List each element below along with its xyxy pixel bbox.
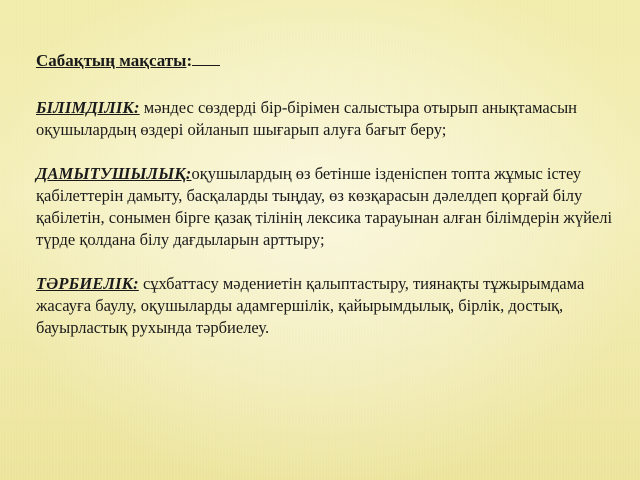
objective-upbringing-text: сұхбаттасу мәдениетін қалыптастыру, тиянақты тұжырымдама жасауға баулу, оқушыларды адамгершілік, қайырымдылық, бірлік, достық, бауырластық рухында тәрбиелеу. [36,274,585,337]
objective-developmental-label: ДАМЫТУШЫЛЫҚ: [36,164,192,183]
objective-educational-text: мәндес сөздерді бір-бірімен салыстыра отырып анықтамасын оқушылардың өздері ойланып шығарып алуға бағыт беру; [36,98,577,139]
objective-educational [36,97,621,141]
slide-title-colon: : [186,51,193,70]
objective-developmental-text: оқушылардың өз бетінше ізденіспен топта жұмыс істеу қабілеттерін дамыту, басқаларды тыңдау, өз көзқарасын дәлелдеп қорғай білу қабілетін, сонымен бірге қазақ тілінің лексика тарауынан алған білімдерін жүйелі түрде қолдана білу дағдыларын арттыру; [36,164,613,249]
title-underline [192,50,220,66]
slide-content [36,50,621,361]
slide-title [36,50,621,71]
objective-developmental [36,163,621,251]
slide-title-text: Сабақтың мақсаты [36,51,187,70]
objective-educational-label: БІЛІМДІЛІК: [36,98,140,117]
objective-upbringing [36,273,621,339]
objective-upbringing-label: ТӘРБИЕЛІК: [36,274,139,293]
